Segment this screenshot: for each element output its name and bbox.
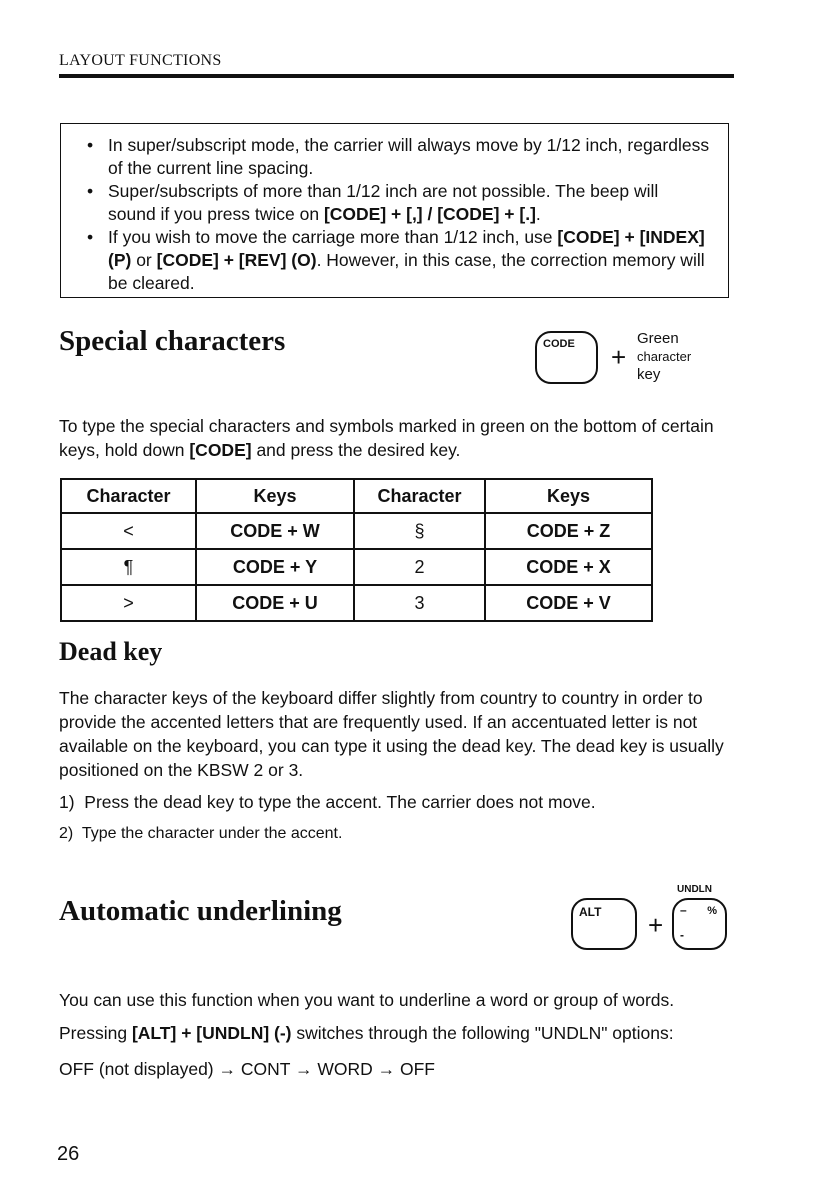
table-cell: CODE + U — [196, 585, 354, 621]
dead-key-step-2: 2) Type the character under the accent. — [59, 825, 343, 842]
note-item: • If you wish to move the carriage more than 1/12 inch, use [CODE] + [INDEX] (P) or [CODE] + [REV] (O). However, in this case, the correction memory will be cleared. — [108, 226, 710, 295]
special-intro: To type the special characters and symbols marked in green on the bottom of certain keys, hold down [CODE] and press the desired key. — [59, 416, 714, 460]
header-rule — [59, 74, 734, 78]
code-key-icon: CODE — [535, 331, 598, 384]
green-key-legend: Green character key — [637, 330, 692, 383]
table-cell: > — [61, 585, 196, 621]
table-cell: CODE + V — [485, 585, 652, 621]
underline-options-sequence: OFF (not displayed) → CONT → WORD → OFF — [59, 1059, 435, 1079]
plus-sign: + — [648, 910, 664, 940]
table-cell: 3 — [354, 585, 485, 621]
heading-dead-key: Dead key — [59, 637, 163, 666]
dead-key-paragraph: The character keys of the keyboard differ slightly from country to country in order to provide the accented letters that are frequently used. If an accentuated letter is not available on the keyboard, you can type it using the dead key. The dead key is usually positioned on the KBSW 2 or 3. — [59, 688, 724, 780]
undln-label: UNDLN — [677, 884, 712, 895]
heading-automatic-underlining: Automatic underlining — [59, 895, 342, 927]
table-cell: < — [61, 513, 196, 549]
auto-paragraph-2: Pressing [ALT] + [UNDLN] (-) switches through the following "UNDLN" options: — [59, 1023, 674, 1043]
table-cell: CODE + Y — [196, 549, 354, 585]
note-item: • In super/subscript mode, the carrier will always move by 1/12 inch, regardless of the current line spacing. — [108, 134, 710, 180]
table-row — [61, 549, 652, 585]
col-header: Character — [61, 479, 196, 513]
note-list — [61, 124, 728, 295]
col-header: Character — [354, 479, 485, 513]
special-characters-table — [60, 478, 653, 622]
heading-special-characters: Special characters — [59, 325, 286, 357]
table-cell: CODE + W — [196, 513, 354, 549]
table-header-row — [61, 479, 652, 513]
table-cell: 2 — [354, 549, 485, 585]
running-header: LAYOUT FUNCTIONS — [59, 52, 222, 69]
table-row — [61, 513, 652, 549]
table-cell: ¶ — [61, 549, 196, 585]
table-row — [61, 585, 652, 621]
page-number: 26 — [57, 1143, 80, 1165]
plus-sign: + — [611, 342, 627, 372]
dead-key-step-1: 1) Press the dead key to type the accent. The carrier does not move. — [59, 792, 596, 812]
col-header: Keys — [196, 479, 354, 513]
note-box — [60, 123, 729, 298]
alt-key-icon: ALT — [571, 898, 637, 950]
undln-key-icon: – % - — [672, 898, 727, 950]
table-cell: CODE + Z — [485, 513, 652, 549]
note-item: • Super/subscripts of more than 1/12 inch are not possible. The beep will sound if you press twice on [CODE] + [,] / [CODE] + [.]. — [108, 180, 710, 226]
auto-paragraph-1: You can use this function when you want to underline a word or group of words. — [59, 990, 675, 1010]
table-cell: CODE + X — [485, 549, 652, 585]
table-cell: § — [354, 513, 485, 549]
col-header: Keys — [485, 479, 652, 513]
